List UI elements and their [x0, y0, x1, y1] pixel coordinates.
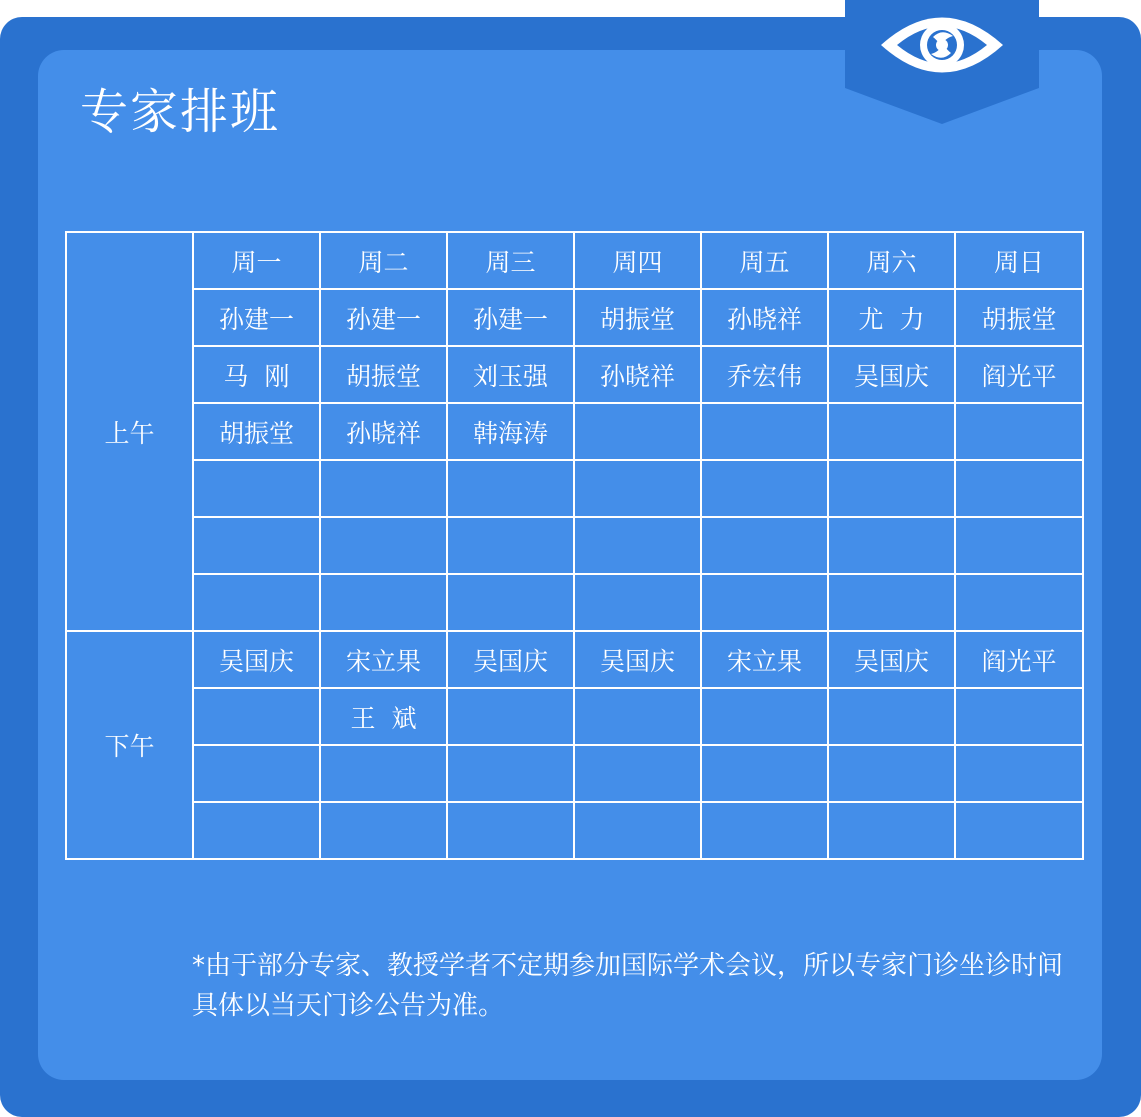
table-row — [66, 688, 1083, 745]
doctor-cell: 孙建一 — [320, 289, 447, 346]
schedule-table — [65, 231, 1084, 860]
eye-badge — [845, 0, 1039, 124]
doctor-cell: 乔宏伟 — [701, 346, 828, 403]
day-header: 周六 — [828, 232, 955, 289]
doctor-cell — [193, 574, 320, 631]
period-afternoon: 下午 — [66, 631, 193, 859]
doctor-cell: 阎光平 — [955, 631, 1083, 688]
doctor-cell: 阎光平 — [955, 346, 1083, 403]
table-row — [66, 631, 1083, 688]
table-row — [66, 574, 1083, 631]
doctor-cell: 刘玉强 — [447, 346, 574, 403]
doctor-cell: 韩海涛 — [447, 403, 574, 460]
doctor-cell — [447, 460, 574, 517]
doctor-cell: 吴国庆 — [574, 631, 701, 688]
doctor-cell — [828, 802, 955, 859]
doctor-cell — [574, 745, 701, 802]
doctor-cell: 孙建一 — [447, 289, 574, 346]
doctor-cell: 孙晓祥 — [701, 289, 828, 346]
doctor-cell: 胡振堂 — [955, 289, 1083, 346]
doctor-cell: 吴国庆 — [828, 346, 955, 403]
doctor-cell — [447, 802, 574, 859]
header-row — [66, 232, 1083, 289]
doctor-cell — [447, 745, 574, 802]
doctor-cell: 马 刚 — [193, 346, 320, 403]
doctor-cell — [701, 574, 828, 631]
doctor-cell — [955, 517, 1083, 574]
doctor-cell: 王 斌 — [320, 688, 447, 745]
doctor-cell — [574, 802, 701, 859]
doctor-cell — [447, 688, 574, 745]
doctor-cell — [701, 688, 828, 745]
day-header: 周五 — [701, 232, 828, 289]
table-row — [66, 346, 1083, 403]
day-header: 周日 — [955, 232, 1083, 289]
doctor-cell: 宋立果 — [320, 631, 447, 688]
doctor-cell — [701, 517, 828, 574]
doctor-cell — [320, 745, 447, 802]
doctor-cell: 吴国庆 — [447, 631, 574, 688]
eye-icon — [845, 0, 1039, 124]
doctor-cell — [701, 460, 828, 517]
doctor-cell — [701, 745, 828, 802]
doctor-cell — [320, 460, 447, 517]
doctor-cell — [320, 517, 447, 574]
doctor-cell — [447, 517, 574, 574]
page-title: 专家排班 — [80, 84, 281, 140]
doctor-cell: 胡振堂 — [574, 289, 701, 346]
table-row — [66, 289, 1083, 346]
doctor-cell — [320, 574, 447, 631]
doctor-cell — [701, 403, 828, 460]
doctor-cell — [955, 802, 1083, 859]
doctor-cell — [574, 688, 701, 745]
doctor-cell: 孙晓祥 — [574, 346, 701, 403]
doctor-cell: 宋立果 — [701, 631, 828, 688]
table-row — [66, 802, 1083, 859]
doctor-cell — [828, 745, 955, 802]
doctor-cell: 孙晓祥 — [320, 403, 447, 460]
doctor-cell — [828, 460, 955, 517]
table-row — [66, 403, 1083, 460]
doctor-cell — [701, 802, 828, 859]
doctor-cell — [193, 802, 320, 859]
doctor-cell: 孙建一 — [193, 289, 320, 346]
doctor-cell — [828, 574, 955, 631]
doctor-cell — [193, 517, 320, 574]
doctor-cell — [828, 688, 955, 745]
doctor-cell — [574, 517, 701, 574]
doctor-cell: 胡振堂 — [193, 403, 320, 460]
table-row — [66, 745, 1083, 802]
doctor-cell — [955, 460, 1083, 517]
period-morning: 上午 — [66, 232, 193, 631]
doctor-cell: 吴国庆 — [193, 631, 320, 688]
day-header: 周二 — [320, 232, 447, 289]
doctor-cell — [574, 403, 701, 460]
doctor-cell — [574, 460, 701, 517]
table-row — [66, 517, 1083, 574]
doctor-cell: 吴国庆 — [828, 631, 955, 688]
doctor-cell — [828, 403, 955, 460]
doctor-cell — [193, 688, 320, 745]
table-row — [66, 460, 1083, 517]
doctor-cell — [955, 403, 1083, 460]
doctor-cell — [193, 745, 320, 802]
day-header: 周一 — [193, 232, 320, 289]
doctor-cell — [828, 517, 955, 574]
day-header: 周三 — [447, 232, 574, 289]
schedule-note: *由于部分专家、教授学者不定期参加国际学术会议，所以专家门诊坐诊时间具体以当天门诊公告为准。 — [192, 951, 1064, 1021]
doctor-cell — [320, 802, 447, 859]
doctor-cell — [447, 574, 574, 631]
doctor-cell — [955, 574, 1083, 631]
doctor-cell — [193, 460, 320, 517]
day-header: 周四 — [574, 232, 701, 289]
doctor-cell — [955, 745, 1083, 802]
doctor-cell: 胡振堂 — [320, 346, 447, 403]
doctor-cell: 尤 力 — [828, 289, 955, 346]
doctor-cell — [574, 574, 701, 631]
doctor-cell — [955, 688, 1083, 745]
